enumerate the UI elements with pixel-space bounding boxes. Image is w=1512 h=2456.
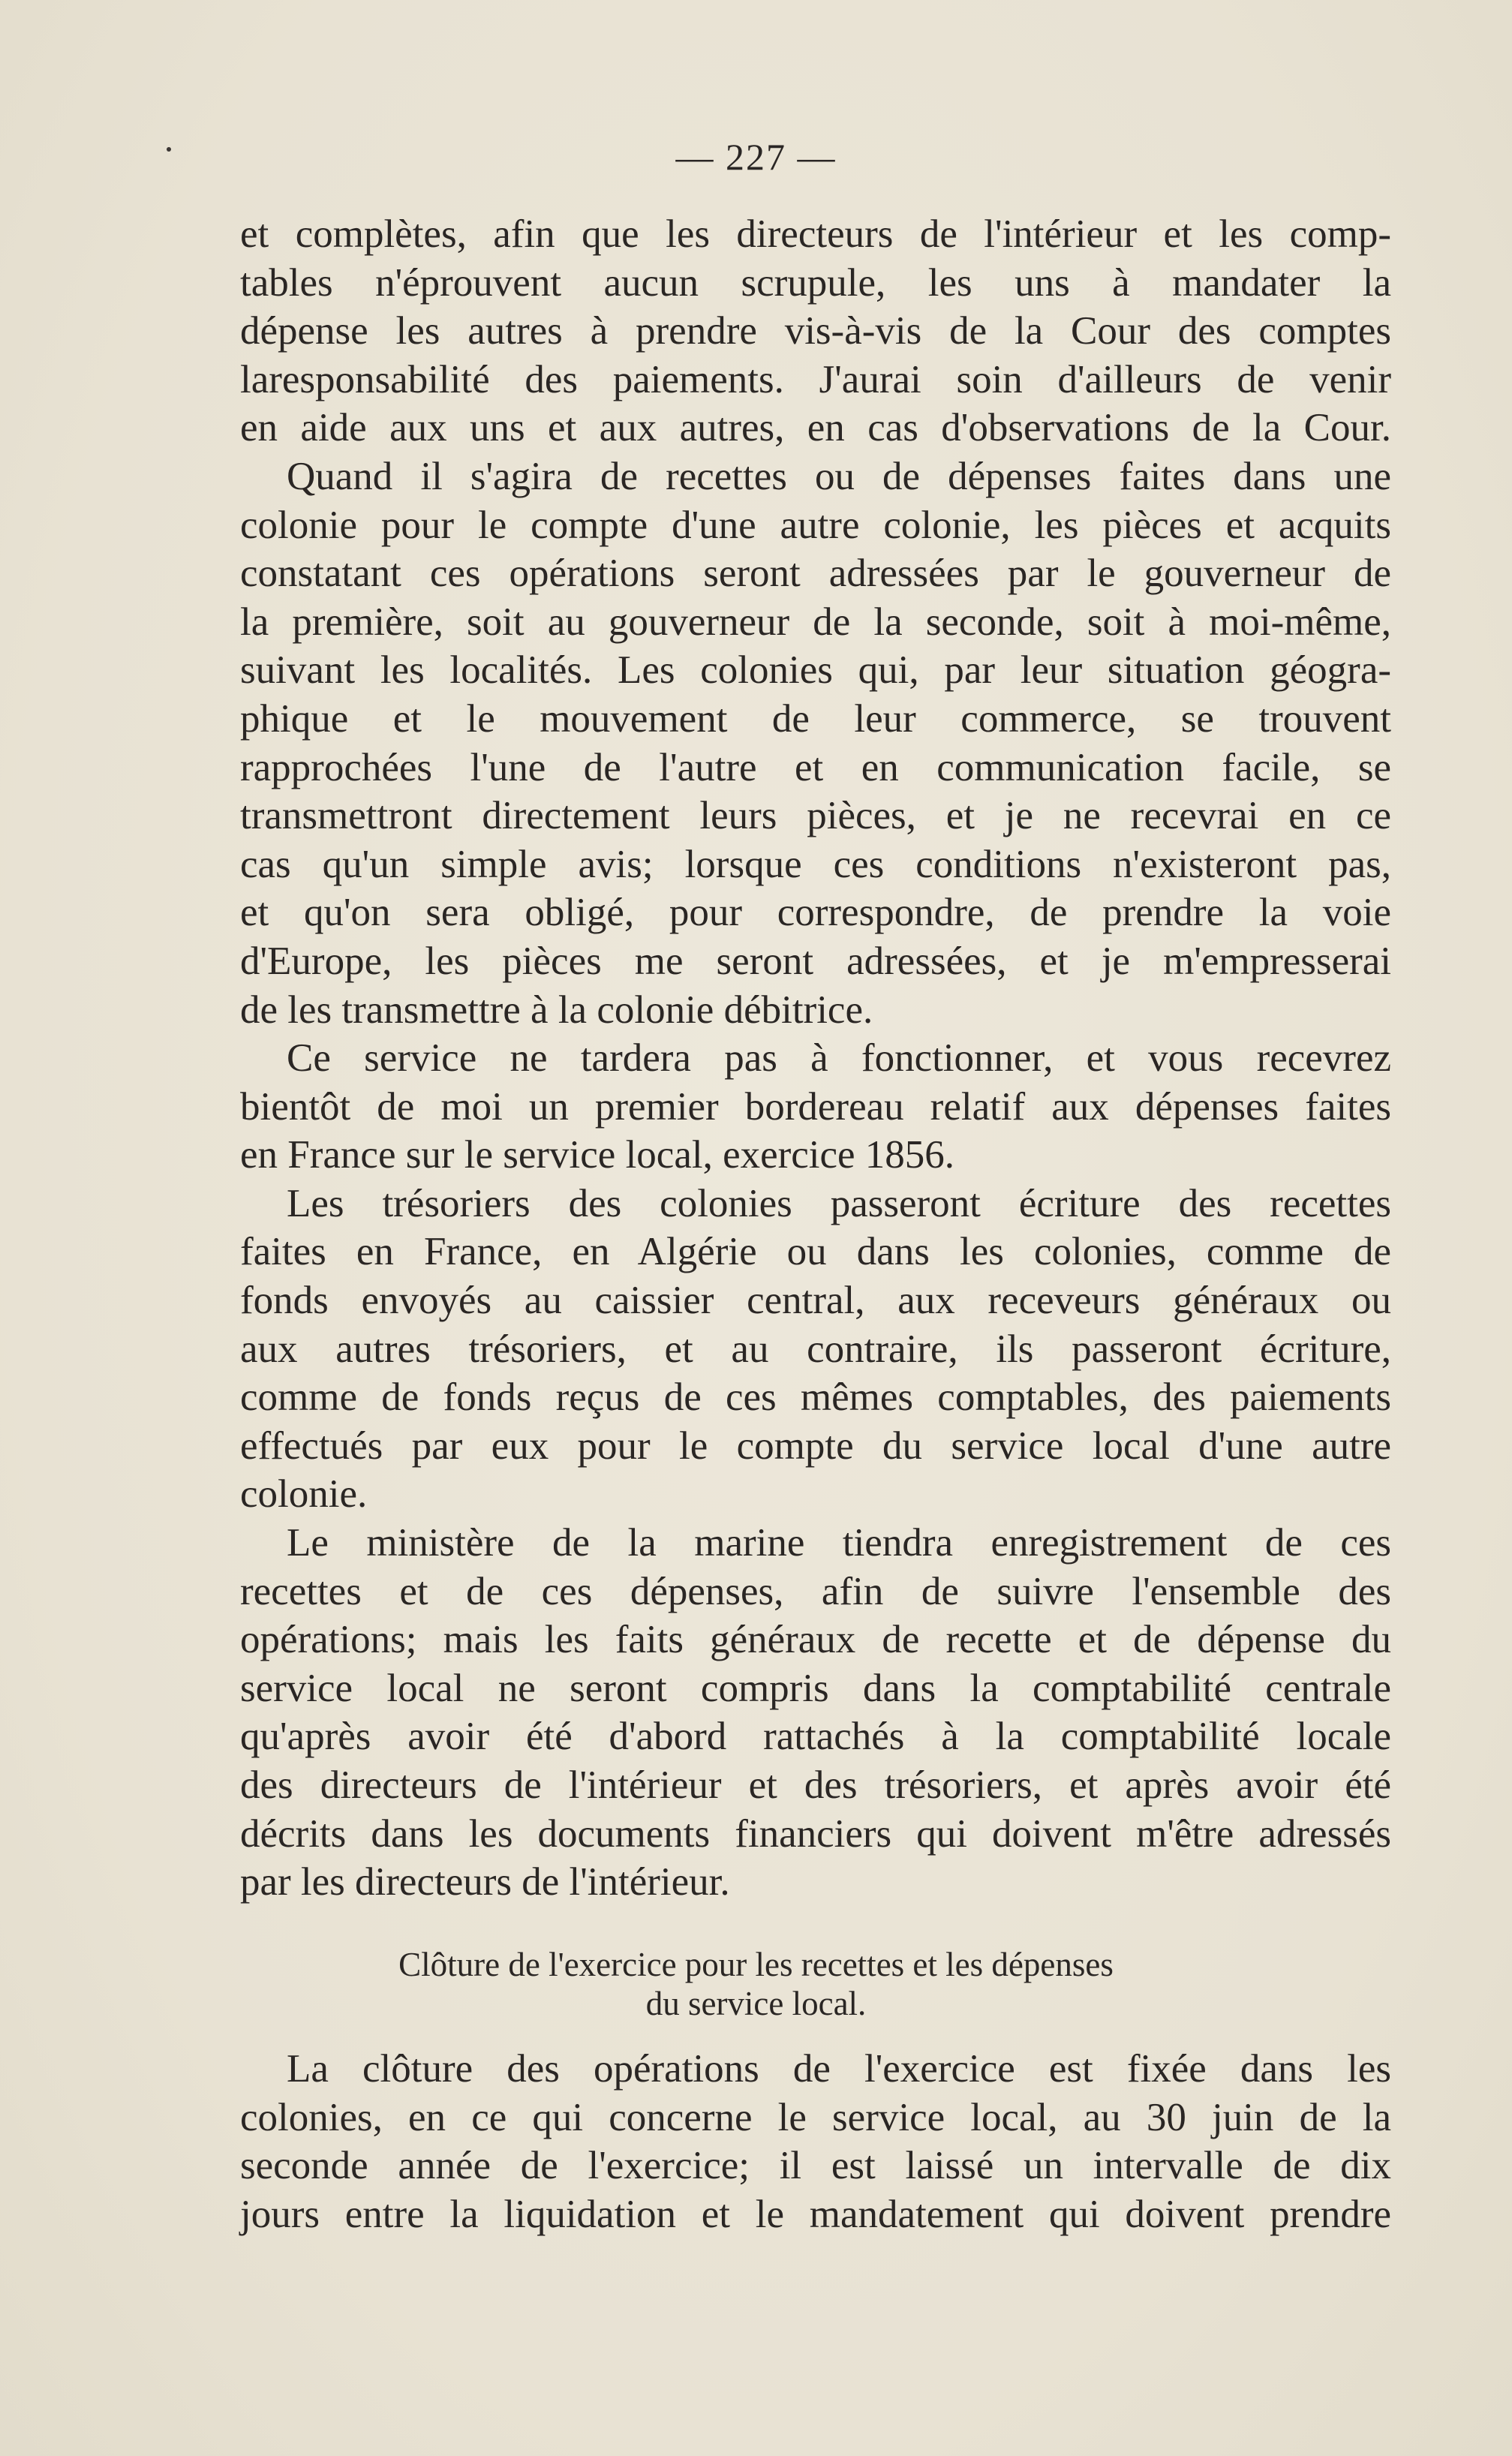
page-number: — 227 — (675, 136, 837, 178)
text-line: transmettront directement leurs pièces, et je ne recevrai en ce (240, 794, 1391, 838)
text-line: aux autres trésoriers, et au contraire, ils passeront écriture, (240, 1327, 1391, 1371)
text-line: service local ne seront compris dans la comptabilité centrale (240, 1666, 1391, 1710)
text-line: recettes et de ces dépenses, afin de suivre l'ensemble des (240, 1569, 1391, 1613)
text-line: Ce service ne tardera pas à fonctionner, et vous recevrez (287, 1036, 1391, 1081)
paragraph (240, 1519, 1391, 1907)
text-line: de les transmettre à la colonie débitrice. (240, 988, 873, 1032)
body-text-top (240, 210, 1391, 1907)
text-line: et complètes, afin que les directeurs de l'intérieur et les comp- (240, 212, 1391, 256)
text-line: d'Europe, les pièces me seront adressées, et je m'empresserai (240, 939, 1391, 983)
text-line: colonie. (240, 1472, 368, 1517)
paragraph (240, 210, 1391, 452)
text-line: comme de fonds reçus de ces mêmes comptables, des paiements (240, 1375, 1391, 1420)
text-line: en France sur le service local, exercice 1856. (240, 1133, 955, 1177)
text-line: en aide aux uns et aux autres, en cas d'observations de la Cour. (240, 406, 1391, 450)
paragraph (240, 452, 1391, 1034)
paragraph (240, 2045, 1391, 2238)
section-heading-line: du service local. (645, 1985, 867, 2022)
text-line: effectués par eux pour le compte du service local d'une autre (240, 1423, 1391, 1468)
text-line: Le ministère de la marine tiendra enregistrement de ces (287, 1521, 1391, 1565)
section-heading (0, 1945, 1512, 2023)
text-line: phique et le mouvement de leur commerce, se trouvent (240, 696, 1391, 741)
text-line: constatant ces opérations seront adressées par le gouverneur de (240, 552, 1391, 596)
text-line: qu'après avoir été d'abord rattachés à la comptabilité locale (240, 1715, 1391, 1759)
text-line: des directeurs de l'intérieur et des trésoriers, et après avoir été (240, 1763, 1391, 1807)
text-line: et qu'on sera obligé, pour correspondre, de prendre la voie (240, 891, 1391, 935)
text-line: opérations; mais les faits généraux de recette et de dépense du (240, 1618, 1391, 1662)
text-line: tables n'éprouvent aucun scrupule, les uns à mandater la (240, 260, 1391, 305)
text-line: seconde année de l'exercice; il est laissé un intervalle de dix (240, 2144, 1391, 2188)
paragraph (240, 1034, 1391, 1180)
text-line: dépense les autres à prendre vis-à-vis de la Cour des comptes (240, 309, 1391, 353)
text-line: cas qu'un simple avis; lorsque ces conditions n'existeront pas, (240, 842, 1391, 886)
text-line: par les directeurs de l'intérieur. (240, 1860, 730, 1904)
text-line: rapprochées l'une de l'autre et en communication facile, se (240, 745, 1391, 789)
text-line: colonie pour le compte d'une autre colonie, les pièces et acquits (240, 503, 1391, 547)
text-line: bientôt de moi un premier bordereau relatif aux dépenses faites (240, 1084, 1391, 1129)
text-line: Quand il s'agira de recettes ou de dépenses faites dans une (287, 454, 1391, 498)
body-text-bottom (240, 2045, 1391, 2238)
text-line: La clôture des opérations de l'exercice est fixée dans les (287, 2047, 1391, 2091)
text-line: colonies, en ce qui concerne le service local, au 30 juin de la (240, 2095, 1391, 2139)
text-line: fonds envoyés au caissier central, aux receveurs généraux ou (240, 1279, 1391, 1323)
text-line: jours entre la liquidation et le mandatement qui doivent prendre (240, 2192, 1391, 2236)
text-line: la première, soit au gouverneur de la seconde, soit à moi-même, (240, 600, 1391, 644)
paragraph (240, 1180, 1391, 1519)
text-line: faites en France, en Algérie ou dans les colonies, comme de (240, 1230, 1391, 1274)
ink-speck (167, 147, 171, 152)
text-line: décrits dans les documents financiers qui doivent m'être adressés (240, 1811, 1391, 1856)
text-line: Les trésoriers des colonies passeront écriture des recettes (287, 1181, 1391, 1225)
text-line: laresponsabilité des paiements. J'aurai soin d'ailleurs de venir (240, 357, 1391, 401)
section-heading-line: Clôture de l'exercice pour les recettes et les dépenses (398, 1946, 1114, 1983)
text-line: suivant les localités. Les colonies qui, par leur situation géogra- (240, 648, 1391, 693)
